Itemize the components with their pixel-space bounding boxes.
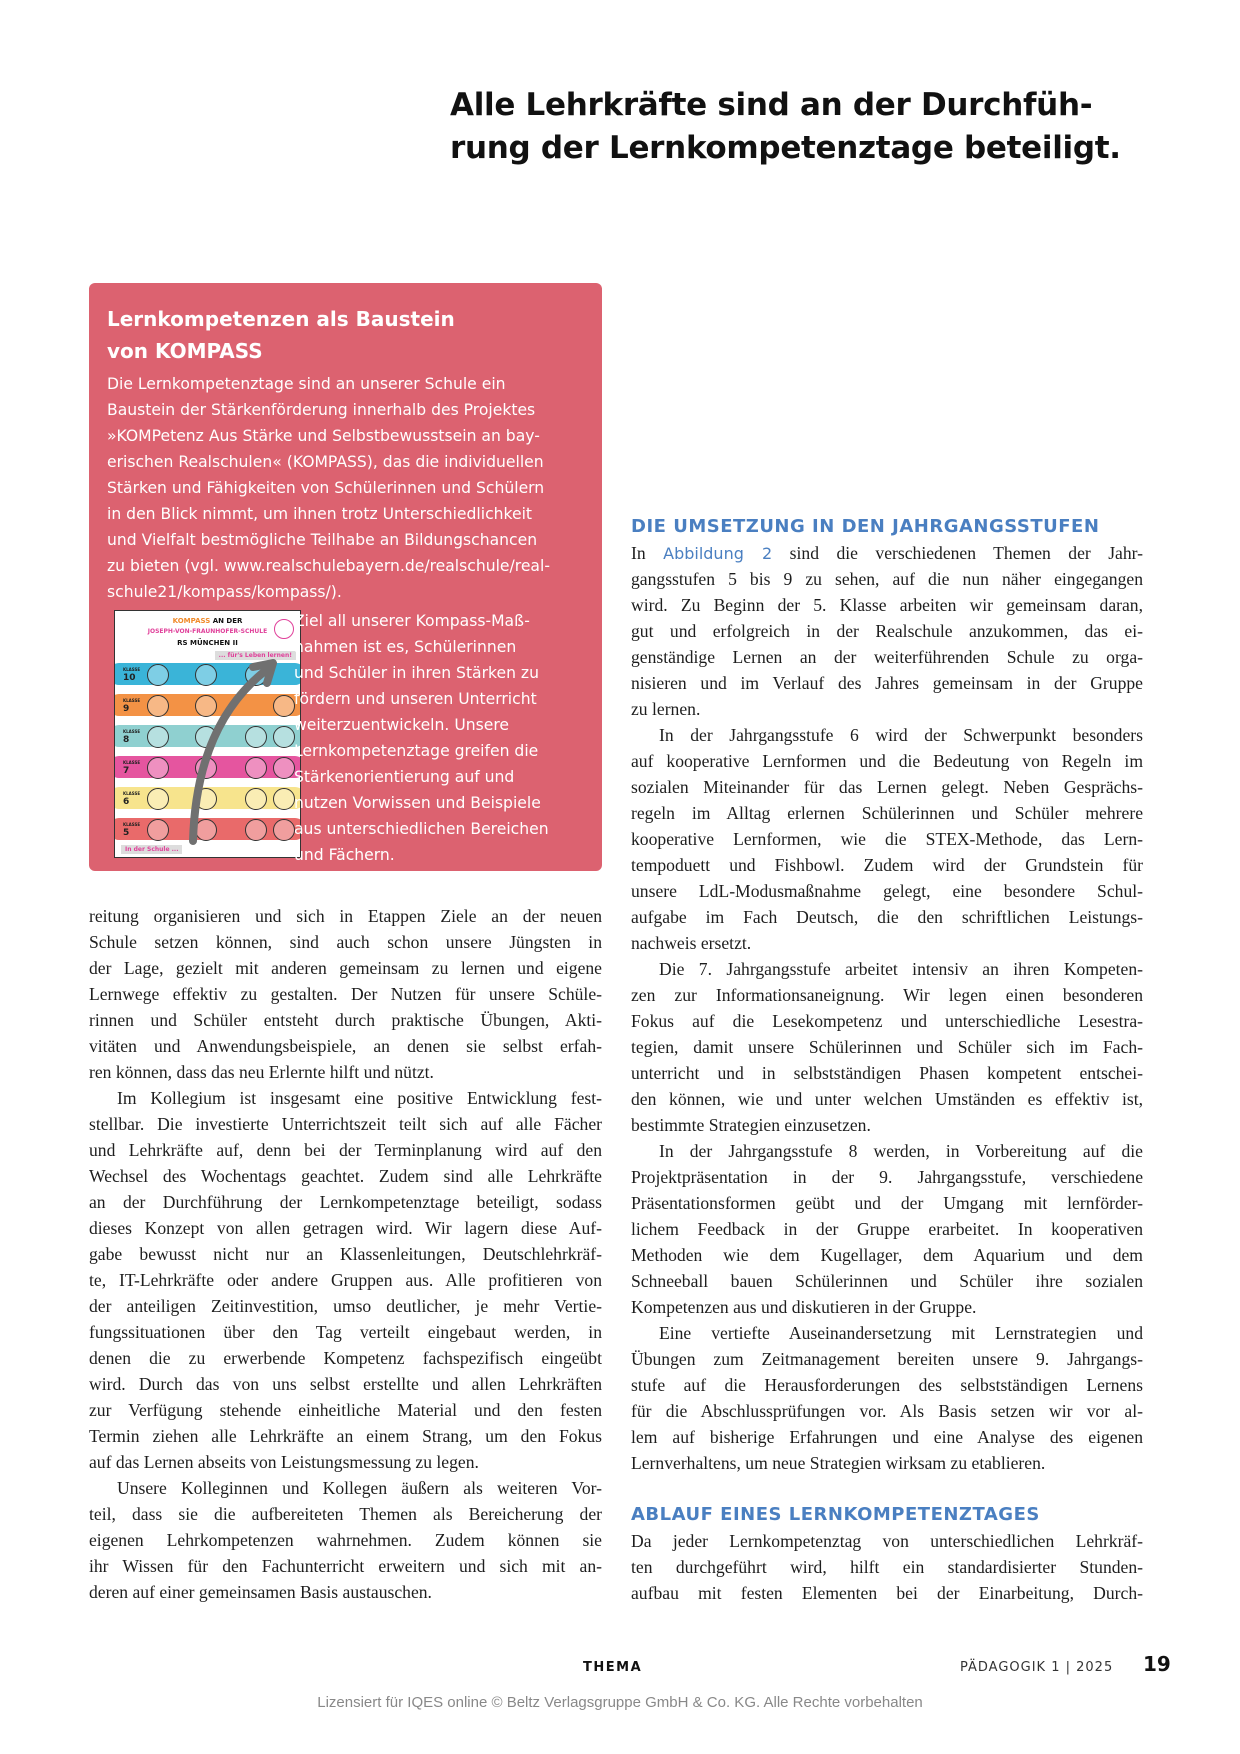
poster-grade-word: KLASSE <box>123 791 141 796</box>
text-line: Kompetenzen aus und diskutieren in der Gruppe. <box>631 1297 977 1317</box>
text-line: auf das Lernen abseits von Leistungsmessung zu legen. <box>89 1452 479 1472</box>
info-box-line: Stärkenorientierung auf und <box>294 768 515 786</box>
paragraph <box>89 1475 602 1605</box>
text-line: Lernverhaltens, um neue Strategien wirksam zu etablieren. <box>631 1453 1046 1473</box>
text-line: vitäten und Anwendungsbeispiele, an denen sie selbst erfah- <box>89 1036 602 1056</box>
license-notice: Lizensiert für IQES online © Beltz Verlagsgruppe GmbH & Co. KG. Alle Rechte vorbehalten <box>317 1694 923 1711</box>
text-line: kooperative Lernformen, wie die STEX-Methode, das Lern- <box>631 829 1143 849</box>
info-box-title-line: Lernkompetenzen als Baustein <box>107 307 455 331</box>
info-box-line: weiterzuentwickeln. Unsere <box>294 716 509 734</box>
text-line: wird. Durch das von uns selbst erstellte und allen Lehrkräften <box>89 1374 602 1394</box>
text-line: denen die zu erwerbende Kompetenz fachspezifisch eingeübt <box>89 1348 602 1368</box>
text-line: unsere LdL-Modusmaßnahme gelegt, eine besondere Schul- <box>631 881 1143 901</box>
info-box-line: Ziel all unserer Kompass-Maß- <box>294 612 530 630</box>
poster-grade-word: KLASSE <box>123 729 141 734</box>
info-box-line: aus unterschiedlichen Bereichen <box>294 820 549 838</box>
paragraph <box>89 903 602 1085</box>
text-line: Schneeball bauen Schülerinnen und Schüler ihre sozialen <box>631 1271 1143 1291</box>
text-line: tempoduett und Fishbowl. Zudem wird der Grundstein für <box>631 855 1143 875</box>
info-box-line: Stärken und Fähigkeiten von Schülerinnen und Schülern <box>107 479 545 497</box>
info-box-line: und Schüler in ihren Stärken zu <box>294 664 539 682</box>
text-fragment: In <box>631 543 646 563</box>
paragraph <box>89 1085 602 1475</box>
text-line: Übungen zum Zeitmanagement bereiten unsere 9. Jahrgangs- <box>631 1349 1143 1369</box>
text-line: Fokus auf die Lesekompetenz und unterschiedliche Lesestra- <box>631 1011 1143 1031</box>
info-box-title <box>107 303 455 367</box>
poster-grade-number: 6 <box>123 797 130 807</box>
text-line: der anteiligen Zeitinvestition, umso deutlicher, je mehr Vertie- <box>89 1296 602 1316</box>
text-line: deren auf einer gemeinsamen Basis austauschen. <box>89 1582 432 1602</box>
info-box-line: fördern und unseren Unterricht <box>294 690 537 708</box>
text-line: Lernwege effektiv zu gestalten. Der Nutzen für unsere Schüle- <box>89 984 602 1004</box>
poster-grade-number: 10 <box>123 673 136 683</box>
text-line: In der Jahrgangsstufe 8 werden, in Vorbereitung auf die <box>659 1141 1143 1161</box>
info-box-line: nutzen Vorwissen und Beispiele <box>294 794 541 812</box>
info-box-body <box>107 371 597 605</box>
text-line: tegien, damit unsere Schülerinnen und Schüler sich im Fach- <box>631 1037 1143 1057</box>
text-line <box>631 540 1143 566</box>
paragraph <box>631 722 1143 956</box>
info-box-title-line: von KOMPASS <box>107 339 263 363</box>
text-line: teil, dass sie die aufbereiteten Themen als Bereicherung der <box>89 1504 602 1524</box>
info-box-line: nahmen ist es, Schülerinnen <box>294 638 517 656</box>
text-line: den können, wie und unter welchen Umständen es effektiv ist, <box>631 1089 1143 1109</box>
text-line: unterricht und in selbstständigen Phasen kompetent entschei- <box>631 1063 1143 1083</box>
text-line: Wechsel des Wochentags geachtet. Zudem sind alle Lehrkräfte <box>89 1166 602 1186</box>
paragraph <box>631 1138 1143 1320</box>
text-line: auf kooperative Lernformen und die Bedeutung von Regeln im <box>631 751 1143 771</box>
poster-grade-number: 9 <box>123 704 130 714</box>
left-column <box>89 903 602 1605</box>
text-line: fungssituationen über den Tag verteilt eingebaut werden, in <box>89 1322 602 1342</box>
poster-grade-number: 8 <box>123 735 130 745</box>
text-line: reitung organisieren und sich in Etappen Ziele an der neuen <box>89 906 602 926</box>
info-box-line: Die Lernkompetenztage sind an unserer Schule ein <box>107 375 506 393</box>
right-column <box>631 514 1143 1606</box>
text-line: Eine vertiefte Auseinandersetzung mit Lernstrategien und <box>659 1323 1143 1343</box>
info-box-line: und Vielfalt bestmögliche Teilhabe an Bildungschancen <box>107 531 538 549</box>
text-line: Projektpräsentation in der 9. Jahrgangsstufe, verschiedene <box>631 1167 1143 1187</box>
text-line: nachweis ersetzt. <box>631 933 752 953</box>
text-line: gut und erfolgreich in der Realschule anzukommen, das ei- <box>631 621 1143 641</box>
paragraph <box>631 1528 1143 1606</box>
text-line: Termin ziehen alle Lehrkräfte an einem Strang, um den Fokus <box>89 1426 602 1446</box>
text-line: aufgabe im Fach Deutsch, die den schriftlichen Leistungs- <box>631 907 1143 927</box>
text-line: Schule setzen können, sind auch schon unsere Jüngsten in <box>89 932 602 952</box>
text-line: ten durchgeführt wird, hilft ein standardisierter Stunden- <box>631 1557 1143 1577</box>
text-line: Die 7. Jahrgangsstufe arbeitet intensiv an ihren Kompeten- <box>659 959 1143 979</box>
poster-grade-word: KLASSE <box>123 698 141 703</box>
text-line: lem auf bisherige Erfahrungen und eine Analyse des eigenen <box>631 1427 1143 1447</box>
text-line: stufe auf die Herausforderungen des selbstständigen Lernens <box>631 1375 1143 1395</box>
poster-grade-word: KLASSE <box>123 667 141 672</box>
text-line: Präsentationsformen geübt und der Umgang mit lernförder- <box>631 1193 1143 1213</box>
kompass-poster-image <box>114 610 301 858</box>
info-box-line: zu bieten (vgl. www.realschulebayern.de/realschule/real- <box>107 557 550 575</box>
section-heading: DIE UMSETZUNG IN DEN JAHRGANGSSTUFEN <box>631 516 1100 537</box>
poster-grade-word: KLASSE <box>123 822 141 827</box>
info-box-line: und Fächern. <box>294 846 395 864</box>
text-line: wird. Zu Beginn der 5. Klasse arbeiten wir gemeinsam daran, <box>631 595 1143 615</box>
text-line: In der Jahrgangsstufe 6 wird der Schwerpunkt besonders <box>659 725 1143 745</box>
text-line: Methoden wie dem Kugellager, dem Aquarium und dem <box>631 1245 1143 1265</box>
info-box-line: erischen Realschulen« (KOMPASS), das die individuellen <box>107 453 544 471</box>
pull-quote-line: rung der Lernkompetenztage beteiligt. <box>450 130 1121 166</box>
text-line: te, IT-Lehrkräfte oder andere Gruppen aus. Alle profitieren von <box>89 1270 602 1290</box>
info-box-side-text <box>294 608 594 868</box>
text-line: für die Abschlussprüfungen vor. Als Basis setzen wir vor al- <box>631 1401 1143 1421</box>
info-box-line: in den Blick nimmt, um ihnen trotz Unterschiedlichkeit <box>107 505 533 523</box>
text-line: zur Verfügung stehende einheitliche Material und den festen <box>89 1400 602 1420</box>
poster-school-name: JOSEPH-VON-FRAUNHOFER-SCHULE <box>147 628 268 635</box>
text-line: bestimmte Strategien einzusetzen. <box>631 1115 871 1135</box>
info-box-line: »KOMPetenz Aus Stärke und Selbstbewusstsein an bay- <box>107 427 540 445</box>
poster-title-rest: AN DER <box>212 617 243 625</box>
poster-bottom-tag: In der Schule ... <box>121 845 182 854</box>
text-line: aufbau mit festen Elementen bei der Einarbeitung, Durch- <box>631 1583 1143 1603</box>
poster-subtitle: RS MÜNCHEN II <box>177 639 238 647</box>
text-line: lichem Feedback in der Gruppe erarbeitet. In kooperativen <box>631 1219 1143 1239</box>
progress-arrow-icon <box>115 611 300 857</box>
info-box <box>89 283 602 871</box>
poster-grade-number: 7 <box>123 766 130 776</box>
footer-section-label: THEMA <box>583 1660 643 1675</box>
text-line: gangsstufen 5 bis 9 zu sehen, auf die nun näher eingegangen <box>631 569 1143 589</box>
paragraph <box>631 956 1143 1138</box>
text-line: genständige Lernen an der weiterführenden Schule zu orga- <box>631 647 1143 667</box>
text-line: der Lage, gezielt mit anderen gemeinsam zu lernen und eigene <box>89 958 602 978</box>
poster-top-tag: ... für's Leben lernen! <box>215 651 296 660</box>
text-line: eigenen Lehrkompetenzen wahrnehmen. Zudem können sie <box>89 1530 602 1550</box>
text-line: ihr Wissen für den Fachunterricht erweitern und sich mit an- <box>89 1556 602 1576</box>
paragraph <box>631 1320 1143 1476</box>
text-line: regeln im Alltag erlernen Schülerinnen und Schüler mehrere <box>631 803 1143 823</box>
text-line: rinnen und Schüler entsteht durch praktische Übungen, Akti- <box>89 1010 602 1030</box>
text-line: stellbar. Die investierte Unterrichtszeit teilt sich auf alle Fächer <box>89 1114 602 1134</box>
page-number: 19 <box>1143 1652 1171 1676</box>
paragraph <box>631 540 1143 722</box>
text-line: gabe bewusst nicht nur an Klassenleitungen, Deutschlehrkräf- <box>89 1244 602 1264</box>
footer-journal-issue: PÄDAGOGIK 1 | 2025 <box>960 1660 1114 1675</box>
poster-grade-word: KLASSE <box>123 760 141 765</box>
text-fragment: sind die verschiedenen Themen der Jahr- <box>789 543 1144 563</box>
figure-reference-link[interactable]: Abbildung 2 <box>663 544 773 563</box>
text-line: an der Durchführung der Lernkompetenztage beteiligt, sodass <box>89 1192 602 1212</box>
text-line: ren können, dass das neu Erlernte hilft und nützt. <box>89 1062 434 1082</box>
pull-quote-line: Alle Lehrkräfte sind an der Durchfüh- <box>450 87 1093 123</box>
info-box-line: Baustein der Stärkenförderung innerhalb des Projektes <box>107 401 536 419</box>
text-line: und Lehrkräfte auf, denn bei der Terminplanung wird auf den <box>89 1140 602 1160</box>
section-heading: ABLAUF EINES LERNKOMPETENZTAGES <box>631 1504 1040 1525</box>
poster-title-word: KOMPASS <box>172 617 211 625</box>
text-line: Da jeder Lernkompetenztag von unterschiedlichen Lehrkräf- <box>631 1531 1143 1551</box>
text-line: zu lernen. <box>631 699 701 719</box>
info-box-line: Lernkompetenztage greifen die <box>294 742 539 760</box>
text-line: nisieren und im Verlauf des Jahres gemeinsam in der Gruppe <box>631 673 1143 693</box>
pull-quote <box>450 84 1170 170</box>
text-line: zen zur Informationsaneignung. Wir legen einen besonderen <box>631 985 1143 1005</box>
info-box-line: schule21/kompass/kompass/). <box>107 583 342 601</box>
poster-grade-number: 5 <box>123 828 130 838</box>
text-line: Im Kollegium ist insgesamt eine positive Entwicklung fest- <box>117 1088 602 1108</box>
text-line: sozialen Miteinander für das Lernen gelegt. Neben Gesprächs- <box>631 777 1143 797</box>
text-line: Unsere Kolleginnen und Kollegen äußern als weiteren Vor- <box>117 1478 602 1498</box>
text-line: dieses Konzept von allen getragen wird. Wir lagern diese Auf- <box>89 1218 602 1238</box>
